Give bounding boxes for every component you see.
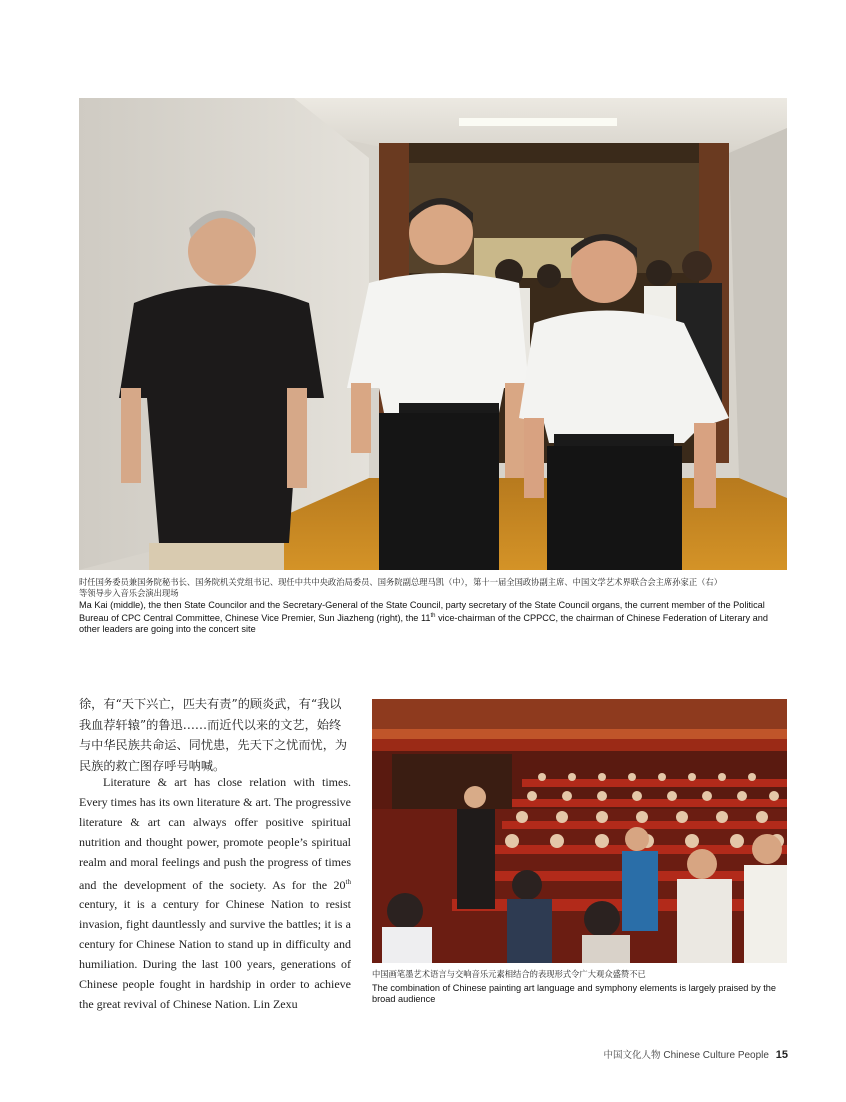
top-caption-en-part2: vice-chairman of the CPPCC, the chairman of Chinese Federation of Literary and other leaders are going into the concert site [79,613,768,635]
body-en-sup: th [345,877,351,886]
top-photo-caption-chinese [79,577,787,599]
bottom-photo-caption-chinese: 中国画笔墨艺术语言与交响音乐元素相结合的表现形式令广大观众盛赞不已 [372,969,646,979]
body-en-part1: Literature & art has close relation with times. Every times has its own literature & art. The progressive literature & art can always offer positive spiritual nutrition and thought power, promote people’s spiritual realm and moral feelings and push the progress of times and the development of the society. As for the 20 [79,775,351,892]
body-chinese-paragraph [79,694,351,776]
top-caption-en-sup: th [430,613,436,619]
page-footer [604,1047,788,1061]
top-photo-caption-english [79,600,791,635]
top-photo-leaders-entering [79,98,787,570]
top-caption-en-part1: Ma Kai (middle), the then State Councilor and the Secretary-General of the State Council, party secretary of the State Council organs, the current member of the Political Bureau of CPC Central Committee, Chinese Vice Premier, Sun Jiazheng (right), the 11 [79,600,765,624]
body-english-paragraph [79,773,351,1015]
top-caption-cn-line2: 等领导步入音乐会演出现场 [79,588,179,598]
body-en-part2: century, it is a century for Chinese Nation to resist invasion, fight dauntlessly and survive the battles; it is a century for Chinese Nation to stand up in difficulty and humiliation. During the last 100 years, generations of Chinese people fought in hardship in order to achieve the great revival of Chinese Nation. Lin Zexu [79,897,351,1011]
top-caption-cn-line1: 时任国务委员兼国务院秘书长、国务院机关党组书记、现任中共中央政治局委员、国务院副总理马凯（中），第十一届全国政协副主席、中国文学艺术界联合会主席孙家正（右） [79,577,723,587]
footer-magazine-cn: 中国文化人物 [603,1050,661,1061]
footer-magazine-en: Chinese Culture People [663,1050,769,1061]
bottom-photo-concert-audience [372,699,787,963]
body-cn-text: 徐，有“天下兴亡，匹夫有责”的顾炎武，有“我以我血荐轩辕”的鲁迅……而近代以来的文艺，始终与中华民族共命运、同忧患，先天下之忧而忧，为民族的救亡图存呼号呐喊。 [79,697,348,773]
page-number: 15 [775,1049,788,1061]
bottom-photo-caption-english: The combination of Chinese painting art language and symphony elements is largely praised by the broad audience [372,983,776,1004]
